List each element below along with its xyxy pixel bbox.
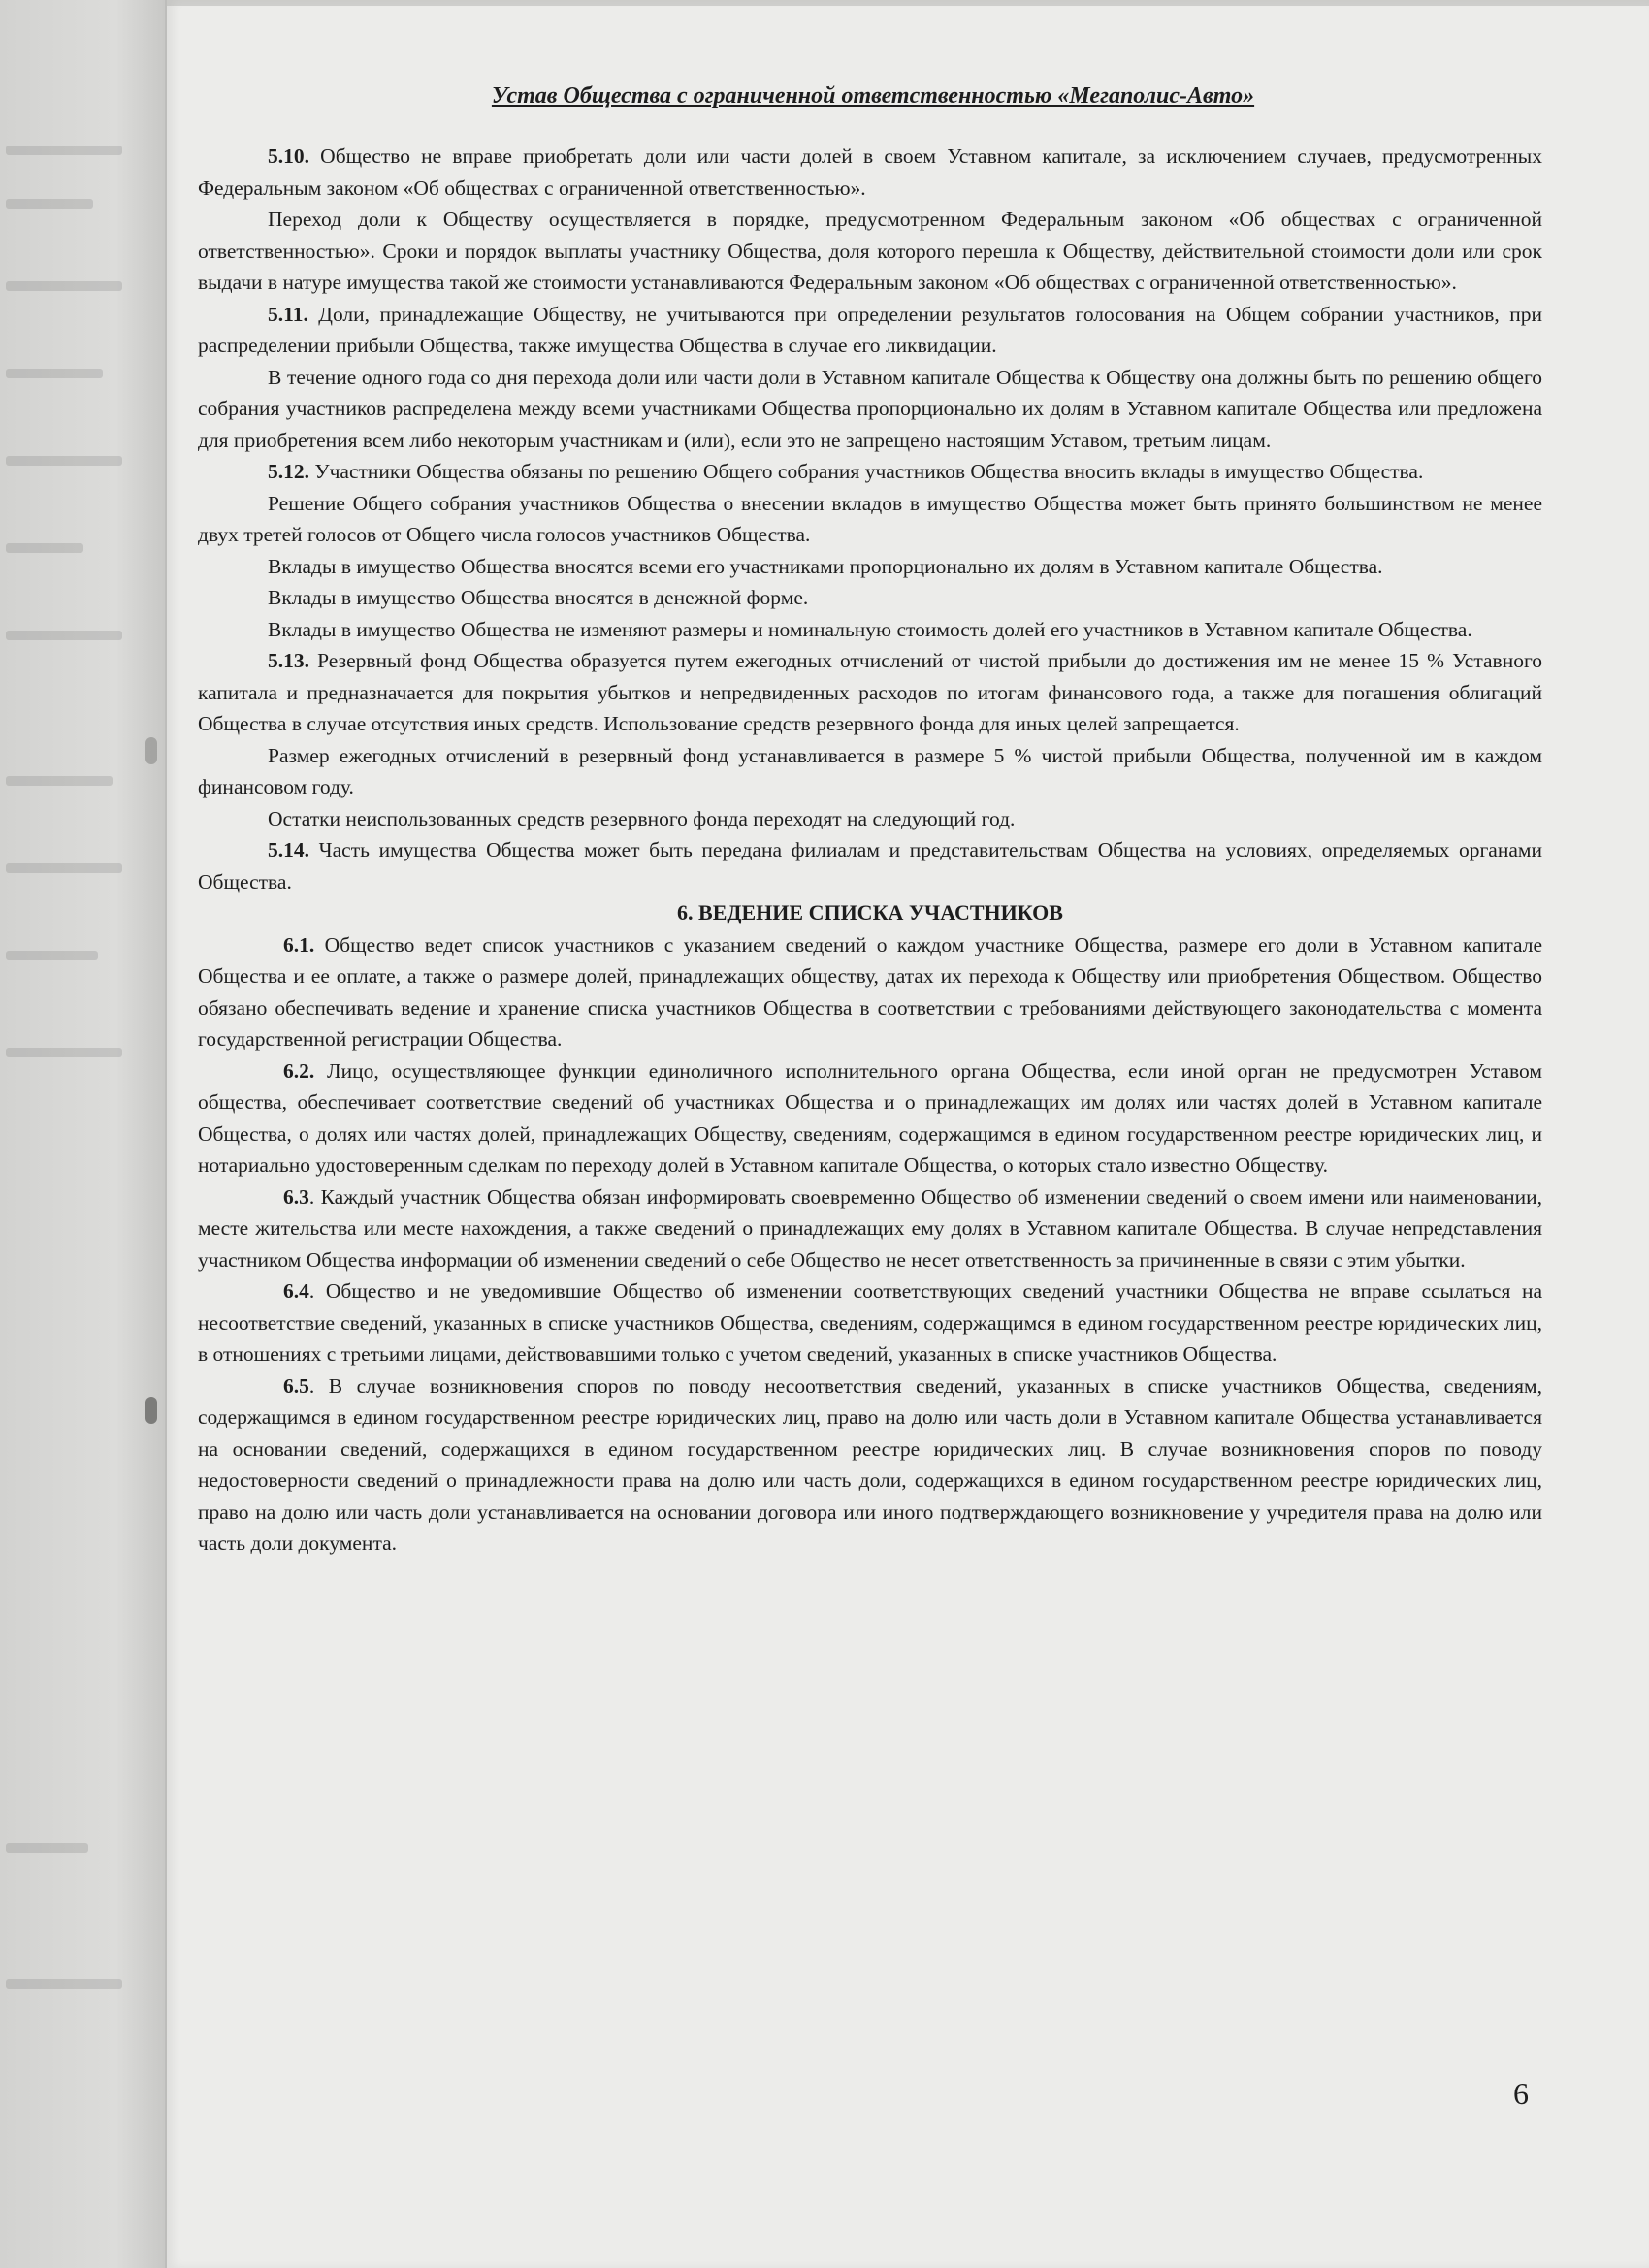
clause-number: 6.2. <box>283 1058 315 1083</box>
paragraph <box>198 1276 1542 1371</box>
document-body <box>198 141 1542 1560</box>
paragraph-text: Резервный фонд Общества образуется путем ежегодных отчислений от чистой прибыли до достижения им не менее 15 % Уставного капитала и предназначается для покрытия убытков и непредвиденных расходов по итогам финансового года, а также для погашения облигаций Общества в случае отсутствия иных средств. Использование средств резервного фонда для иных целей запрещается. <box>198 649 1542 735</box>
clause-number: 5.13. <box>268 649 309 672</box>
section-title: 6. ВЕДЕНИЕ СПИСКА УЧАСТНИКОВ <box>677 900 1063 924</box>
section-6-paragraphs <box>198 929 1542 1560</box>
clause-number: 5.10. <box>268 145 309 168</box>
clause-number: 6.1. <box>283 932 315 956</box>
paragraph <box>198 614 1542 646</box>
paragraph <box>198 740 1542 803</box>
clause-number: 6.3 <box>283 1184 309 1209</box>
paragraph <box>198 204 1542 299</box>
paragraph-text: Общество ведет список участников с указанием сведений о каждом участнике Общества, размере его доли в Уставном капитале Общества и ее оплате, а также о размере долей, принадлежащих обществу, датах их перехода к Обществу или приобретения Обществом. Общество обязано обеспечивать ведение и хранение списка участников Общества в соответствии с требованиями действующего законодательства с момента государственной регистрации Общества. <box>198 932 1542 1051</box>
bleed-mark <box>6 1843 88 1853</box>
page-top-edge <box>167 0 1649 6</box>
paragraph <box>198 582 1542 614</box>
clause-number: 5.14. <box>268 838 309 861</box>
bleed-mark <box>6 776 113 786</box>
paragraph-text: Общество не вправе приобретать доли или части долей в своем Уставном капитале, за исключением случаев, предусмотренных Федеральным законом «Об обществах с ограниченной ответственностью». <box>198 145 1542 200</box>
paragraph-text: Участники Общества обязаны по решению Общего собрания участников Общества вносить вклады в имущество Общества. <box>309 460 1424 483</box>
paragraph-text: Размер ежегодных отчислений в резервный фонд устанавливается в размере 5 % чистой прибыли Общества, полученной им в каждом финансовом году. <box>198 743 1542 798</box>
paragraph-text: . В случае возникновения споров по поводу несоответствия сведений, указанных в списке участников Общества, сведениям, содержащимся в едином государственном реестре юридических лиц, право на долю или часть доли в Уставном капитале Общества устанавливается на основании сведений, содержащихся в едином государственном реестре юридических лиц. В случае возникновения споров по поводу недостоверности сведений о принадлежности права на долю или часть доли, содержащихся в едином государственном реестре юридических лиц, право на долю или часть доли устанавливается на основании договора или иного подтверждающего возникновение у учредителя права на долю или часть доли документа. <box>198 1374 1542 1555</box>
paragraph-text: Вклады в имущество Общества не изменяют размеры и номинальную стоимость долей его участников в Уставном капитале Общества. <box>268 617 1472 641</box>
section-5-paragraphs <box>198 141 1542 897</box>
paragraph-text: Часть имущества Общества может быть передана филиалам и представительствам Общества на условиях, определяемых органами Общества. <box>198 838 1542 893</box>
paragraph <box>198 551 1542 583</box>
bleed-mark <box>6 199 93 209</box>
paragraph <box>198 834 1542 897</box>
bleed-mark <box>6 456 122 466</box>
bleed-mark <box>6 1048 122 1057</box>
paragraph-text: В течение одного года со дня перехода доли или части доли в Уставном капитале Общества к Обществу она должны быть по решению общего собрания участников распределена между всеми участниками Общества пропорционально их долям в Уставном капитале Общества или предложена для приобретения всем либо некоторым участникам и (или), если это не запрещено настоящим Уставом, третьим лицам. <box>198 365 1542 452</box>
paragraph-text: Вклады в имущество Общества вносятся всеми его участниками пропорционально их долям в Уставном капитале Общества. <box>268 554 1383 578</box>
bleed-mark <box>6 369 103 378</box>
paragraph <box>198 1371 1542 1560</box>
bleed-mark <box>6 951 98 960</box>
bleed-mark <box>6 146 122 155</box>
clause-number: 5.11. <box>268 302 308 326</box>
paragraph <box>198 299 1542 362</box>
page-number: 6 <box>1513 2076 1529 2111</box>
paragraph-text: . Каждый участник Общества обязан информировать своевременно Общество об изменении сведений о своем имени или наименовании, месте жительства или месте нахождения, а также сведений о принадлежащих ему долях в Уставном капитале Общества. В случае непредставления участником Общества информации об изменении сведений о себе Общество не несет ответственность за причиненные в связи с этим убытки. <box>198 1184 1542 1272</box>
paragraph-text: Остатки неиспользованных средств резервного фонда переходят на следующий год. <box>268 806 1016 830</box>
bleed-mark <box>6 281 122 291</box>
paragraph-text: Переход доли к Обществу осуществляется в порядке, предусмотренном Федеральным законом «Об обществах с ограниченной ответственностью». Сроки и порядок выплаты участнику Общества, доля которого перешла к Обществу, действительной стоимости доли или срок выдачи в натуре имущества такой же стоимости устанавливаются Федеральным законом «Об обществах с ограниченной ответственностью». <box>198 208 1542 294</box>
bleed-mark <box>6 543 83 553</box>
paragraph-text: Решение Общего собрания участников Общества о внесении вкладов в имущество Общества может быть принято большинством не менее двух третей голосов от Общего числа голосов участников Общества. <box>198 491 1542 546</box>
document-header: Устав Общества с ограниченной ответственностью «Мегаполис-Авто» <box>491 83 1255 109</box>
clause-number: 5.12. <box>268 460 309 483</box>
paragraph-text: Лицо, осуществляющее функции единоличного исполнительного органа Общества, если иной орган не предусмотрен Уставом общества, обеспечивает соответствие сведений об участниках Общества и о принадлежащих им долях или частях долей в Уставном капитале Общества, о долях или частях долей, принадлежащих Обществу, сведениям, содержащимся в едином государственном реестре юридических лиц, и нотариально удостоверенным сделкам по переходу долей в Уставном капитале Общества, о которых стало известно Обществу. <box>198 1058 1542 1177</box>
paragraph <box>198 141 1542 204</box>
paragraph <box>198 803 1542 835</box>
bleed-mark <box>6 863 122 873</box>
binding-hole <box>146 1397 157 1424</box>
paragraph-text: Вклады в имущество Общества вносятся в денежной форме. <box>268 586 809 609</box>
paragraph <box>198 456 1542 488</box>
paragraph <box>198 1182 1542 1277</box>
clause-number: 6.5 <box>283 1374 309 1398</box>
clause-number: 6.4 <box>283 1280 309 1303</box>
bleed-mark <box>6 1979 122 1989</box>
paragraph-text: . Общество и не уведомившие Общество об изменении соответствующих сведений участники Общества не вправе ссылаться на несоответствие сведений, указанных в списке участников Общества, сведениям, содержащимся в едином государственном реестре юридических лиц, в отношениях с третьими лицами, действовавшими только с учетом сведений, указанных в списке участников Общества. <box>198 1280 1542 1366</box>
paragraph <box>198 929 1542 1055</box>
binding-hole <box>146 737 157 764</box>
bleed-mark <box>6 631 122 640</box>
paragraph <box>198 645 1542 740</box>
paragraph <box>198 1055 1542 1182</box>
paragraph-text: Доли, принадлежащие Обществу, не учитываются при определении результатов голосования на Общем собрании участников, при распределении прибыли Общества, также имущества Общества в случае его ликвидации. <box>198 302 1542 357</box>
previous-page-edge <box>0 0 167 2268</box>
paragraph <box>198 362 1542 457</box>
paragraph <box>198 488 1542 551</box>
